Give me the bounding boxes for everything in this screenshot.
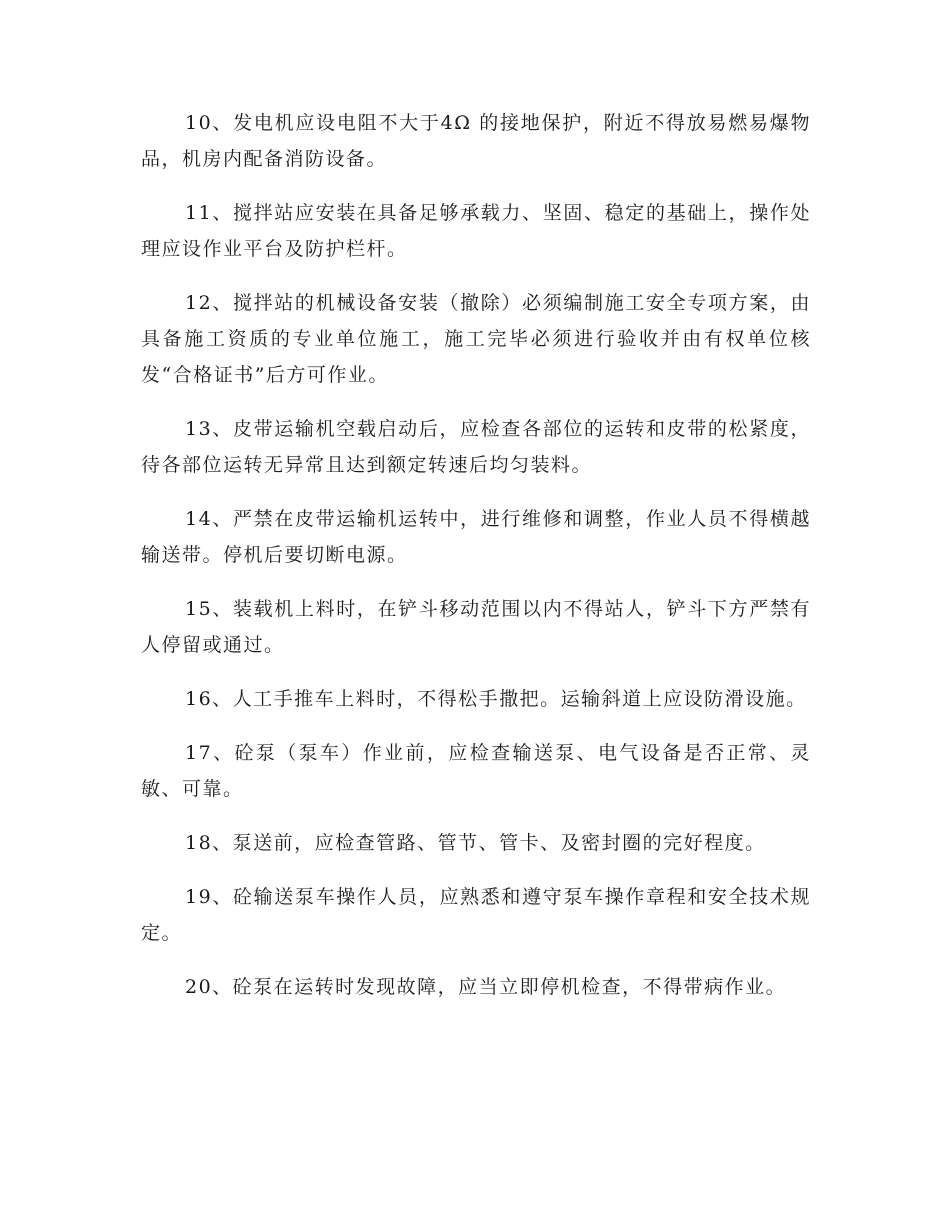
paragraph-item-15: 15、装载机上料时，在铲斗移动范围以内不得站人，铲斗下方严禁有人停留或通过。	[141, 598, 811, 656]
paragraph-item-16: 16、人工手推车上料时，不得松手撒把。运输斜道上应设防滑设施。	[185, 688, 807, 710]
paragraph-item-10: 10、发电机应设电阻不大于4Ω 的接地保护，附近不得放易燃易爆物品，机房内配备消防设备。	[141, 112, 811, 170]
paragraph-item-13: 13、皮带运输机空载启动后，应检查各部位的运转和皮带的松紧度，待各部位运转无异常且达到额定转速后均匀装料。	[141, 418, 811, 476]
paragraph-item-11: 11、搅拌站应安装在具备足够承载力、坚固、稳定的基础上，操作处理应设作业平台及防护栏杆。	[141, 202, 811, 260]
paragraph-item-12: 12、搅拌站的机械设备安装（撤除）必须编制施工安全专项方案，由具备施工资质的专业单位施工，施工完毕必须进行验收并由有权单位核发“合格证书”后方可作业。	[141, 292, 811, 386]
paragraph-item-14: 14、严禁在皮带运输机运转中，进行维修和调整，作业人员不得横越输送带。停机后要切断电源。	[141, 508, 811, 566]
document-body	[141, 105, 811, 1023]
paragraph-item-20: 20、砼泵在运转时发现故障，应当立即停机检查，不得带病作业。	[185, 976, 787, 998]
paragraph-item-18: 18、泵送前，应检查管路、管节、管卡、及密封圈的完好程度。	[185, 832, 766, 854]
paragraph-item-19: 19、砼输送泵车操作人员，应熟悉和遵守泵车操作章程和安全技术规定。	[141, 886, 811, 944]
paragraph-item-17: 17、砼泵（泵车）作业前，应检查输送泵、电气设备是否正常、灵敏、可靠。	[141, 742, 811, 800]
